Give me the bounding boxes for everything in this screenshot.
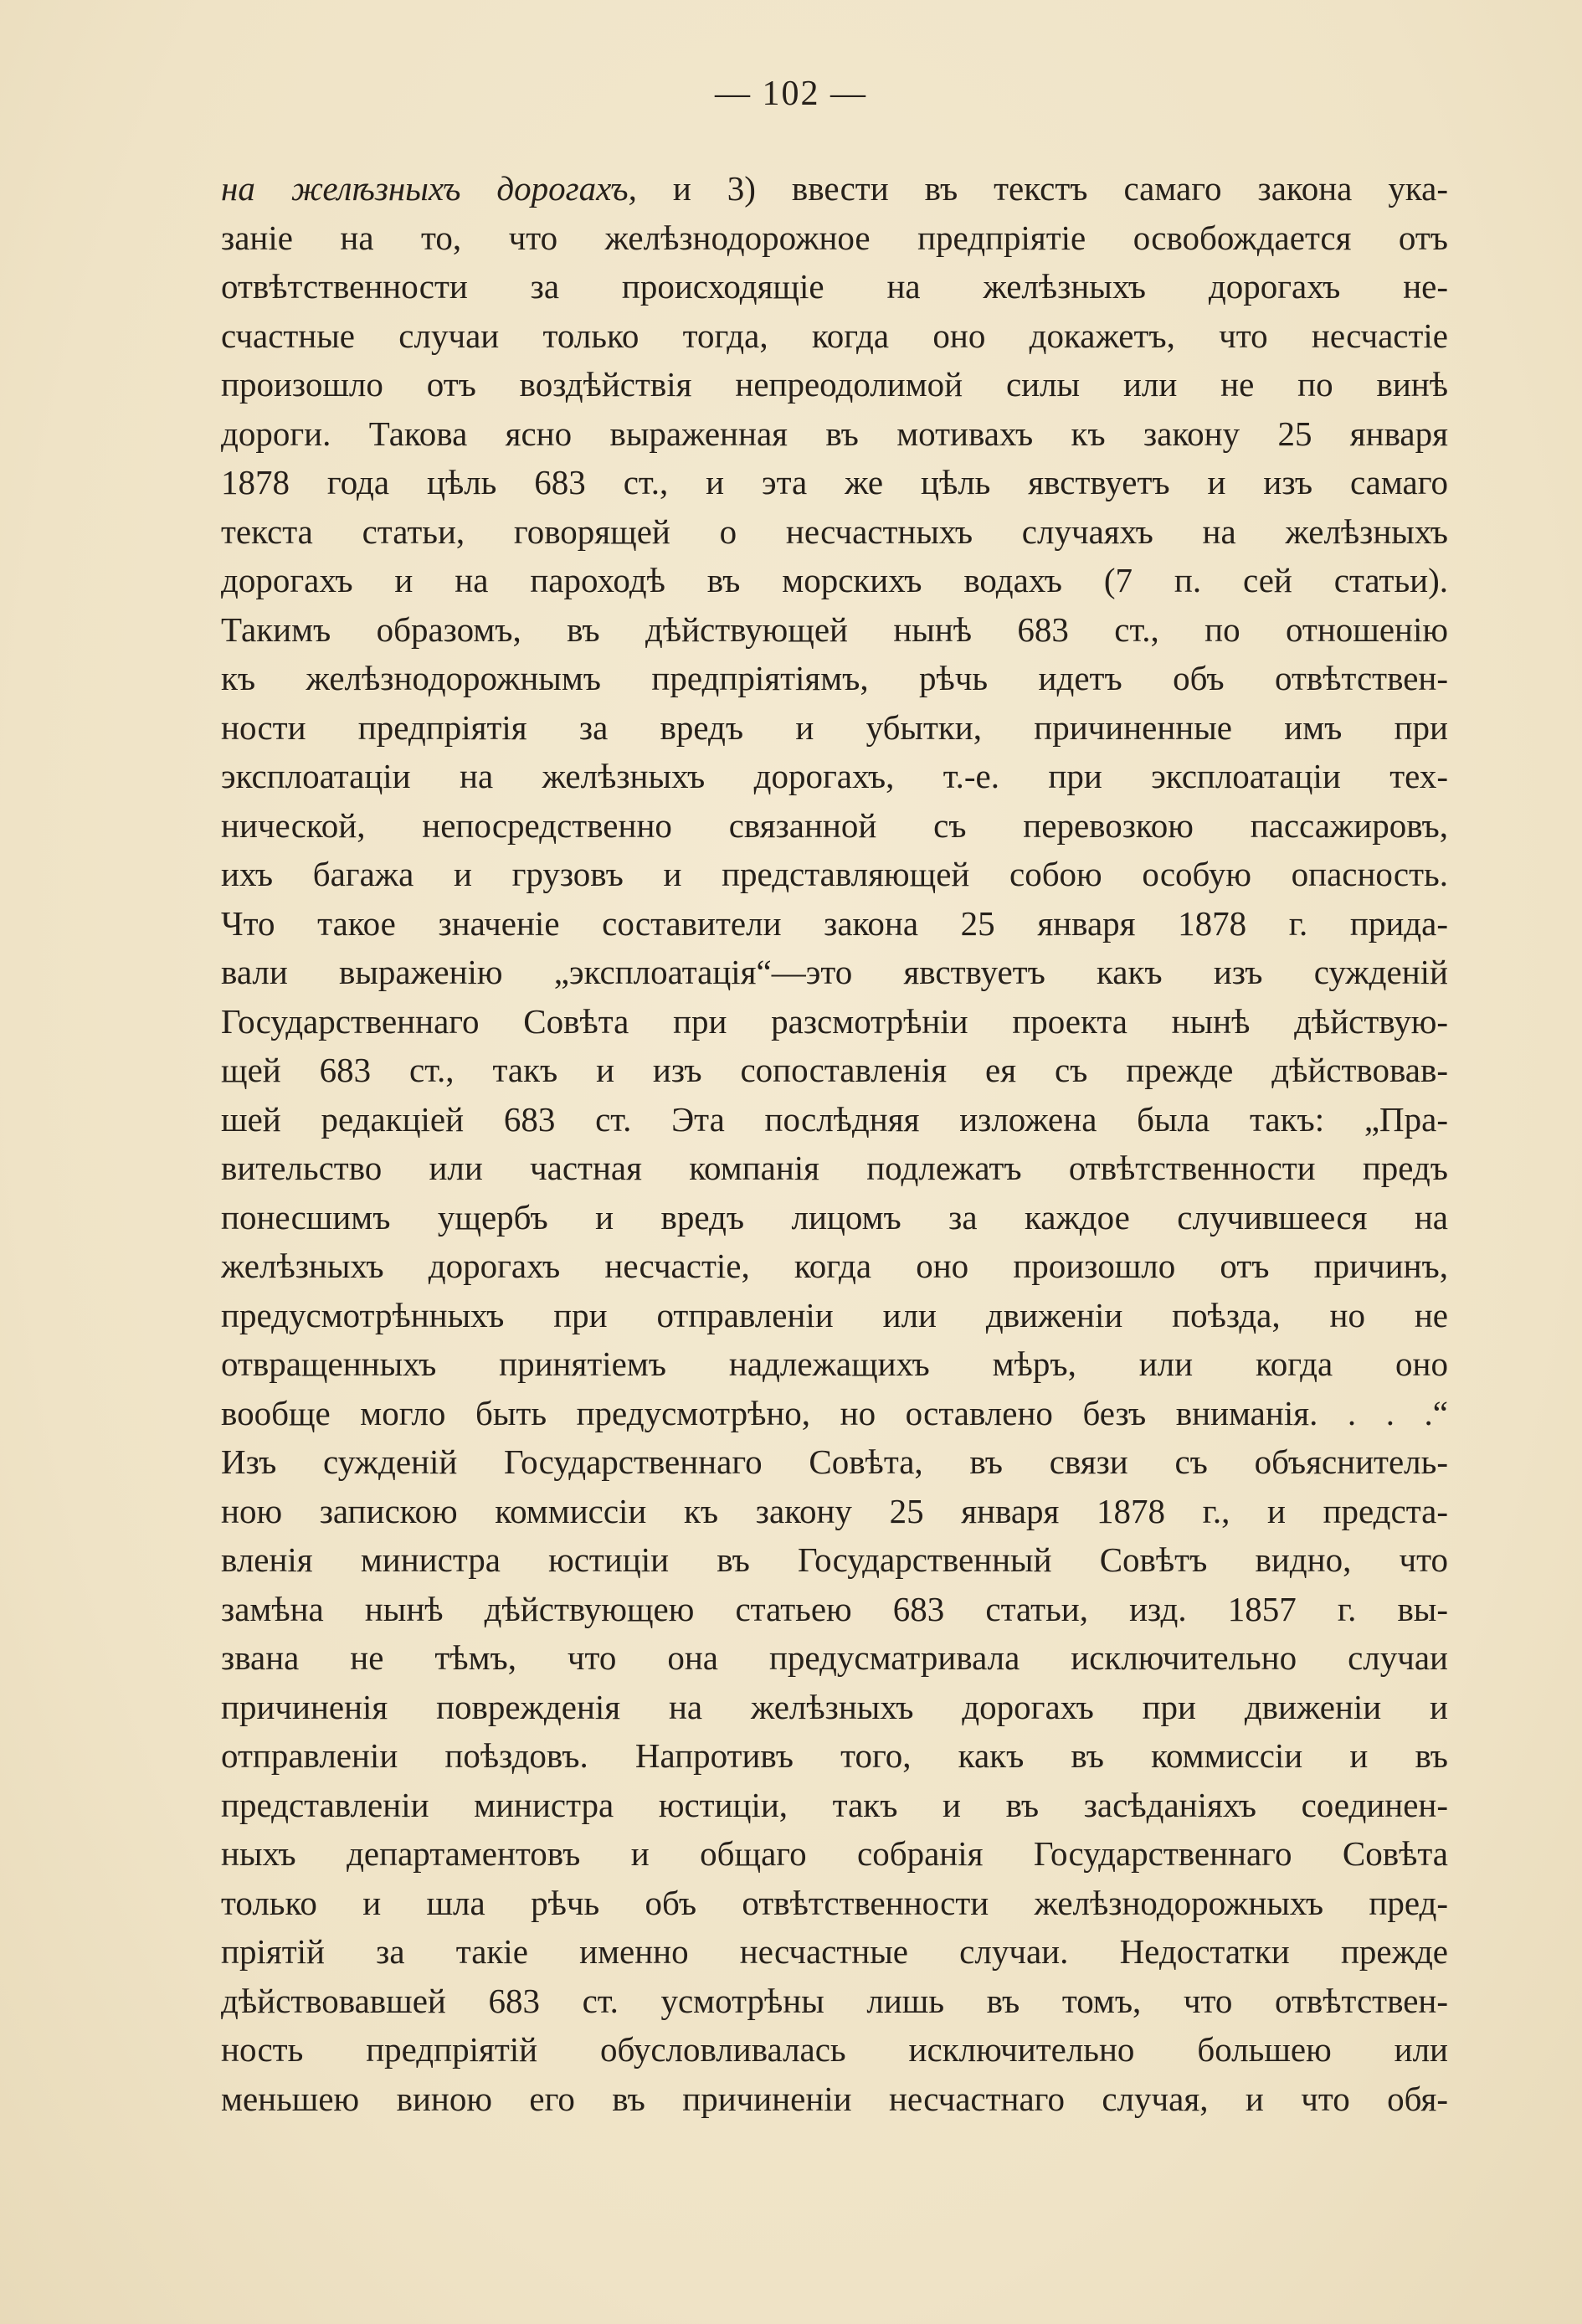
line-text: Что такое значеніе составители закона 25 января 1878 г. прида-: [221, 903, 1448, 943]
text-line: [221, 948, 1448, 997]
text-line: [221, 605, 1448, 655]
text-line: [221, 507, 1448, 557]
line-text: только и шла рѣчь объ отвѣтственности желѣзнодорожныхъ пред-: [221, 1883, 1448, 1922]
line-text: меньшею виною его въ причиненіи несчастнаго случая, и что обя-: [221, 2079, 1448, 2118]
line-text: причиненія поврежденія на желѣзныхъ дорогахъ при движеніи и: [221, 1687, 1448, 1726]
line-text: ныхъ департаментовъ и общаго собранія Государственнаго Совѣта: [221, 1834, 1448, 1873]
text-line: [221, 458, 1448, 507]
line-text: произошло отъ воздѣйствія непреодолимой силы или не по винѣ: [221, 365, 1448, 404]
line-text: отправленіи поѣздовъ. Напротивъ того, какъ въ коммиссіи и въ: [221, 1736, 1448, 1775]
line-text: Такимъ образомъ, въ дѣйствующей нынѣ 683 ст., по отношенію: [221, 609, 1448, 649]
line-text: текста статьи, говорящей о несчастныхъ случаяхъ на желѣзныхъ: [221, 512, 1448, 551]
text-line: [221, 1046, 1448, 1095]
text-line: [221, 850, 1448, 899]
line-text: желѣзныхъ дорогахъ несчастіе, когда оно произошло отъ причинъ,: [221, 1247, 1448, 1285]
line-text: представленіи министра юстиціи, такъ и въ засѣданіяхъ соединен-: [221, 1785, 1448, 1824]
text-line: [221, 801, 1448, 851]
text-line: [221, 1535, 1448, 1585]
text-line: [221, 311, 1448, 361]
text-line: [221, 899, 1448, 949]
line-text: вленія министра юстиціи въ Государственный Совѣтъ видно, что: [221, 1540, 1448, 1579]
text-line: [221, 360, 1448, 409]
line-text: дѣйствовавшей 683 ст. усмотрѣны лишь въ томъ, что отвѣтствен-: [221, 1981, 1448, 2020]
text-line: [221, 1781, 1448, 1830]
text-line: [221, 1879, 1448, 1928]
line-text: и 3) ввести въ текстъ самаго закона ука-: [636, 169, 1448, 208]
page-number: — 102 —: [715, 75, 867, 113]
text-line: [221, 1095, 1448, 1144]
line-text: звана не тѣмъ, что она предусматривала исключительно случаи: [221, 1638, 1448, 1677]
text-line: [221, 2025, 1448, 2075]
line-text: предусмотрѣнныхъ при отправленіи или движеніи поѣзда, но не: [221, 1295, 1448, 1334]
text-line: [221, 556, 1448, 605]
body-text: [221, 164, 1448, 2123]
text-line: [221, 1633, 1448, 1683]
line-text: щей 683 ст., такъ и изъ сопоставленія ея съ прежде дѣйствовав-: [221, 1051, 1448, 1089]
line-text: 1878 года цѣль 683 ст., и эта же цѣль явствуетъ и изъ самаго: [221, 463, 1448, 501]
line-text: ность предпріятій обусловливалась исключительно большею или: [221, 2030, 1448, 2069]
line-text: Государственнаго Совѣта при разсмотрѣніи проекта нынѣ дѣйствую-: [221, 1001, 1448, 1041]
line-text: нической, непосредственно связанной съ перевозкою пассажировъ,: [221, 805, 1448, 845]
text-line: [221, 752, 1448, 801]
line-text: замѣна нынѣ дѣйствующею статьею 683 статьи, изд. 1857 г. вы-: [221, 1589, 1448, 1628]
text-line: [221, 1829, 1448, 1879]
line-text: заніе на то, что желѣзнодорожное предпріятіе освобождается отъ: [221, 218, 1448, 257]
text-line: [221, 1487, 1448, 1536]
line-text: вообще могло быть предусмотрѣно, но оставлено безъ вниманія. . . .“: [221, 1393, 1448, 1432]
line-text: счастные случаи только тогда, когда оно докажетъ, что несчастіе: [221, 316, 1448, 355]
text-line: [221, 213, 1448, 263]
italic-phrase: на желѣзныхъ дорогахъ,: [221, 169, 637, 208]
text-line: [221, 1927, 1448, 1977]
line-text: шей редакціей 683 ст. Эта послѣдняя изложена была такъ: „Пра-: [221, 1099, 1448, 1139]
line-text: вали выраженію „эксплоатація“—это явствуетъ какъ изъ сужденій: [221, 953, 1448, 991]
text-line: [221, 1977, 1448, 2026]
text-line: [221, 1437, 1448, 1487]
line-text: вительство или частная компанія подлежатъ отвѣтственности предъ: [221, 1149, 1448, 1187]
text-line: [221, 1144, 1448, 1193]
text-line: [221, 2075, 1448, 2124]
text-line: [221, 262, 1448, 311]
line-text: пріятій за такіе именно несчастные случаи. Недостатки прежде: [221, 1932, 1448, 1971]
line-text: ихъ багажа и грузовъ и представляющей собою особую опасность.: [221, 855, 1448, 893]
line-text: дороги. Такова ясно выраженная въ мотивахъ къ закону 25 января: [221, 414, 1448, 453]
line-text: дорогахъ и на пароходѣ въ морскихъ водахъ (7 п. сей статьи).: [221, 561, 1448, 599]
text-line: [221, 1731, 1448, 1781]
text-line: [221, 703, 1448, 753]
line-text: Изъ сужденій Государственнаго Совѣта, въ связи съ объяснитель-: [221, 1442, 1448, 1481]
text-line: [221, 1339, 1448, 1389]
text-line: [221, 1585, 1448, 1634]
text-line: [221, 997, 1448, 1046]
text-line: [221, 409, 1448, 459]
text-line: [221, 1242, 1448, 1291]
line-text: ности предпріятія за вредъ и убытки, причиненные имъ при: [221, 707, 1448, 747]
text-line: [221, 1291, 1448, 1340]
line-text: эксплоатаціи на желѣзныхъ дорогахъ, т.-е. при эксплоатаціи тех-: [221, 757, 1448, 795]
text-line: [221, 1389, 1448, 1438]
text-line: [221, 1683, 1448, 1732]
line-text: отвѣтственности за происходящіе на желѣзныхъ дорогахъ не-: [221, 267, 1448, 306]
text-line: [221, 164, 1448, 213]
text-line: [221, 654, 1448, 703]
text-line: [221, 1193, 1448, 1242]
line-text: къ желѣзнодорожнымъ предпріятіямъ, рѣчь идетъ объ отвѣтствен-: [221, 659, 1448, 697]
line-text: отвращенныхъ принятіемъ надлежащихъ мѣръ, или когда оно: [221, 1345, 1448, 1383]
line-text: ною запискою коммиссіи къ закону 25 января 1878 г., и предста-: [221, 1491, 1448, 1530]
line-text: понесшимъ ущербъ и вредъ лицомъ за каждое случившееся на: [221, 1197, 1448, 1237]
